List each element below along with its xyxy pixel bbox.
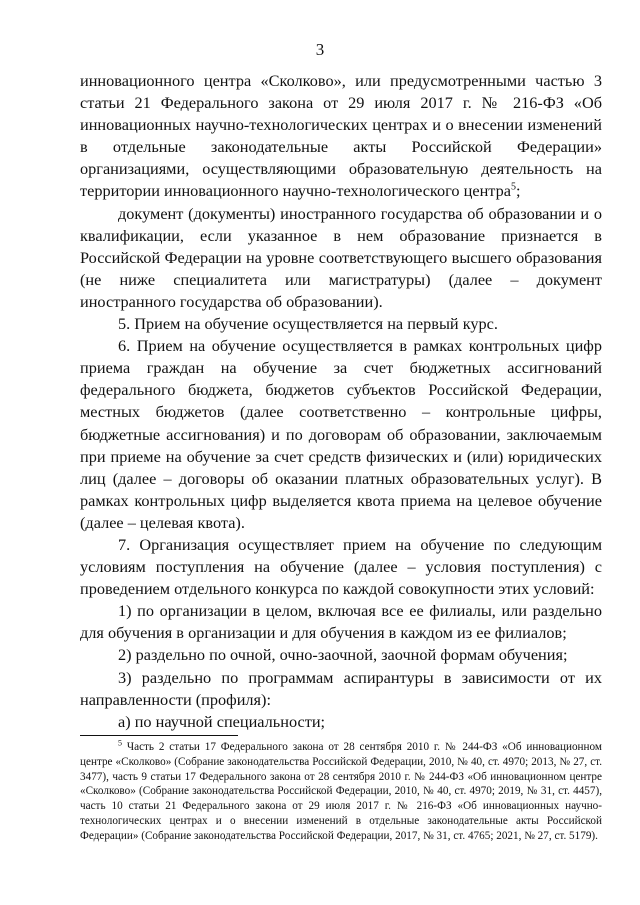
document-body <box>80 70 602 733</box>
paragraph-foreign-document: документ (документы) иностранного государства об образовании и о квалификации, если указанное в нем образование признается в Российской Федерации на уровне соответствующего высшего образования (не ниже специалитета или магистратуры) (далее – документ иностранного государства об образовании). <box>80 203 602 311</box>
paragraph-item-7-3-a: а) по научной специальности; <box>118 711 326 731</box>
paragraph-continuation <box>80 70 602 203</box>
paragraph-item-7-2: 2) раздельно по очной, очно-заочной, заочной формам обучения; <box>118 645 568 665</box>
paragraph-text: инновационного центра «Сколково», или предусмотренными частью 3 статьи 21 Федерального закона от 29 июля 2017 г. № 216-ФЗ «Об инновационных научно-технологических центрах и о внесении изменений в отдельные законодательные акты Российской Федерации» организациями, осуществляющими образовательную деятельность на территории инновационного научно-технологического центра <box>80 71 602 201</box>
page-number: 3 <box>315 40 325 59</box>
footnote-text: Часть 2 статьи 17 Федерального закона от 28 сентября 2010 г. № 244-ФЗ «Об инновационном центре «Сколково» (Собрание законодательства Российской Федерации, 2010, № 40, ст. 4970; 2013, № 27, ст. 3477), часть 9 статьи 17 Федерального закона от 28 сентября 2010 г. № 244-ФЗ «Об инновационном центре «Сколково» (Собрание законодательства Российской Федерации, 2010, № 40, ст. 4970; 2019, № 31, ст. 4457), часть 10 статьи 21 Федерального закона от 29 июля 2017 г. № 216-ФЗ «Об инновационных научно-технологических центрах и о внесении изменений в отдельные законодательные акты Российской Федерации» (Собрание законодательства Российской Федерации, 2017, № 31, ст. 4765; 2021, № 27, ст. 5179). <box>80 741 602 842</box>
paragraph-item-5: 5. Прием на обучение осуществляется на первый курс. <box>118 314 498 334</box>
footnote <box>80 740 602 844</box>
paragraph-tail: ; <box>515 181 521 201</box>
footnote-marker: 5 <box>118 738 122 748</box>
paragraph-item-7-3: 3) раздельно по программам аспирантуры в зависимости от их направленности (профиля): <box>80 667 602 709</box>
paragraph-item-7: 7. Организация осуществляет прием на обучение по следующим условиям поступления на обучение (далее – условия поступления) с проведением отдельного конкурса по каждой совокупности этих условий: <box>80 534 602 599</box>
paragraph-item-7-1: 1) по организации в целом, включая все ее филиалы, или раздельно для обучения в организации и для обучения в каждом из ее филиалов; <box>80 601 602 643</box>
paragraph-item-6: 6. Прием на обучение осуществляется в рамках контрольных цифр приема граждан на обучение за счет бюджетных ассигнований федерального бюджета, бюджетов субъектов Российской Федерации, местных бюджетов (далее соответственно – контрольные цифры, бюджетные ассигнования) и по договорам об образовании, заключаемым при приеме на обучение за счет средств физических и (или) юридических лиц (далее – договоры об оказании платных образовательных услуг). В рамках контрольных цифр выделяется квота приема на целевое обучение (далее – целевая квота). <box>80 336 602 532</box>
footnote-divider <box>80 735 238 736</box>
footnote-reference[interactable]: 5 <box>510 182 516 194</box>
